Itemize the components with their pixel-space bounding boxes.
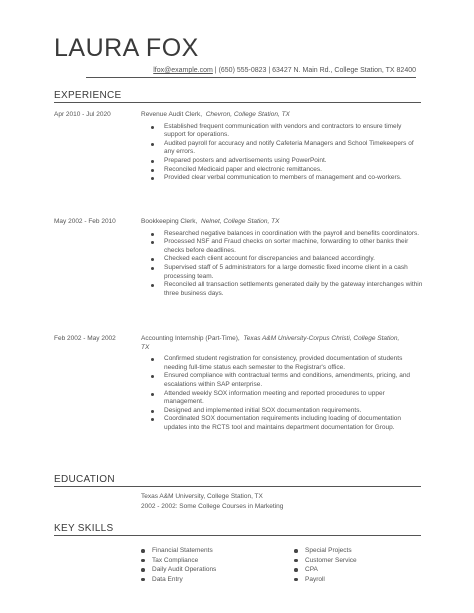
skill-item: Tax Compliance <box>141 556 216 566</box>
education-degree: 2002 - 2002: Some College Courses in Marketing <box>141 503 284 510</box>
email-link[interactable]: lfox@example.com <box>153 67 213 74</box>
job-bullets <box>141 230 423 299</box>
candidate-name: LAURA FOX <box>54 34 199 62</box>
skills-heading: KEY SKILLS <box>54 523 114 534</box>
job-bullet: Established frequent communication with vendors and contractors to ensure timely support for operations. <box>159 123 423 140</box>
contact-details: | (650) 555-0823 | 63427 N. Main Rd., College Station, TX 82400 <box>212 67 416 74</box>
job-bullet: Designed and implemented initial SOX documentation requirements. <box>159 407 423 416</box>
job-heading <box>141 218 423 227</box>
education-divider <box>54 486 421 487</box>
job-employer: Texas A&M University-Corpus Christi, College Station, TX <box>141 335 400 351</box>
job-bullet: Processed NSF and Fraud checks on sorter machine, forwarding to other banks their checks before deadlines. <box>159 238 423 255</box>
job-position: Accounting Internship (Part-Time), <box>141 335 240 342</box>
job-dates: May 2002 - Feb 2010 <box>54 218 116 225</box>
skills-divider <box>54 535 421 536</box>
job-bullet: Prepared posters and advertisements using PowerPoint. <box>159 157 423 166</box>
job-bullets <box>141 123 423 183</box>
job-info <box>141 111 423 183</box>
job-employer: Nelnet, College Station, TX <box>201 218 280 225</box>
job-employer: Chevron, College Station, TX <box>205 111 290 118</box>
job-bullet: Ensured compliance with contractual terms and conditions, amendments, pricing, and escalations within SAP enterprise. <box>159 372 423 389</box>
job-bullets <box>141 355 423 432</box>
job-dates: Feb 2002 - May 2002 <box>54 335 116 342</box>
job-heading <box>141 111 423 120</box>
job-bullet: Confirmed student registration for consistency, provided documentation of students needing full-time status each semester to the Registrar's office. <box>159 355 423 372</box>
skill-item: Financial Statements <box>141 546 216 556</box>
skills-column-left <box>141 546 216 584</box>
job-bullet: Researched negative balances in coordination with the payroll and benefits coordinators. <box>159 230 423 239</box>
job-bullet: Reconciled all transaction settlements generated daily by the gateway interchanges within three business days. <box>159 281 423 298</box>
job-bullet: Audited payroll for accuracy and notify Cafeteria Managers and School Timekeepers of any errors. <box>159 140 423 157</box>
job-bullet: Supervised staff of 5 administrators for a large domestic fixed income client in a cash processing team. <box>159 264 423 281</box>
contact-line <box>86 67 416 78</box>
job-dates: Apr 2010 - Jul 2020 <box>54 111 111 118</box>
job-info <box>141 218 423 298</box>
job-bullet: Reconciled Medicaid paper and electronic remittances. <box>159 166 423 175</box>
skills-column-right <box>294 546 357 584</box>
skill-item: CPA <box>294 565 357 575</box>
job-position: Revenue Audit Clerk, <box>141 111 203 118</box>
experience-divider <box>54 102 421 103</box>
job-bullet: Provided clear verbal communication to members of management and co-workers. <box>159 174 423 183</box>
job-heading <box>141 335 406 352</box>
job-bullet: Attended weekly SOX information meeting and reported procedures to upper management. <box>159 390 423 407</box>
education-school: Texas A&M University, College Station, TX <box>141 493 263 500</box>
skill-item: Daily Audit Operations <box>141 565 216 575</box>
skill-item: Data Entry <box>141 575 216 585</box>
job-position: Bookkeeping Clerk, <box>141 218 198 225</box>
education-heading: EDUCATION <box>54 474 115 485</box>
experience-heading: EXPERIENCE <box>54 90 122 101</box>
skill-item: Payroll <box>294 575 357 585</box>
job-info <box>141 335 423 433</box>
job-bullet: Coordinated SOX documentation requirements including loading of documentation updates into the RCTS tool and maintains department documentation for Group. <box>159 415 423 432</box>
job-bullet: Checked each client account for discrepancies and balanced accordingly. <box>159 255 423 264</box>
skill-item: Customer Service <box>294 556 357 566</box>
skill-item: Special Projects <box>294 546 357 556</box>
